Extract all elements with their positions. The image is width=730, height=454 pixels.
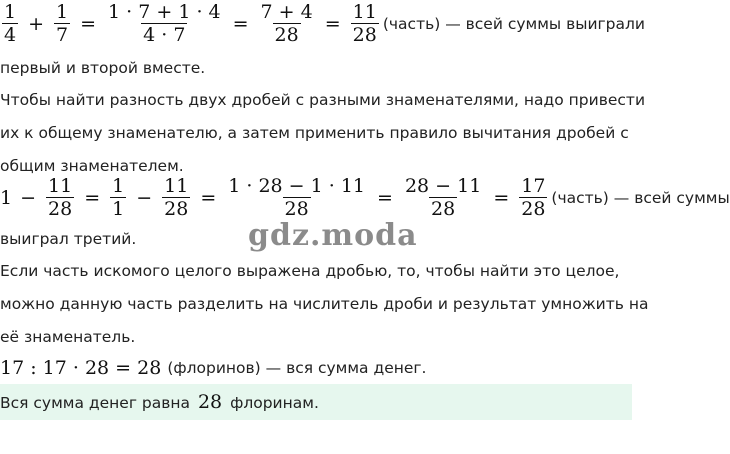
numerator: 1 · 7 + 1 · 4: [108, 1, 221, 23]
paragraph-line: её знаменатель.: [0, 328, 136, 346]
denominator: 28: [431, 198, 456, 220]
numerator: 11: [352, 1, 377, 23]
denominator: 28: [521, 198, 546, 220]
fraction: [259, 2, 315, 45]
denominator: 28: [284, 198, 309, 220]
explanation-text: (часть) — всей суммы: [551, 188, 730, 207]
text-line: первый и второй вместе.: [0, 59, 206, 77]
denominator: 7: [56, 24, 69, 46]
fraction: [519, 176, 547, 219]
denominator: 4 · 7: [143, 24, 186, 46]
numerator: 28 − 11: [404, 175, 482, 197]
operator: +: [28, 12, 45, 35]
text-line: выиграл третий.: [0, 230, 137, 248]
equation-sum: [0, 2, 645, 45]
paragraph-line: общим знаменателем.: [0, 157, 184, 175]
fraction: [351, 2, 379, 45]
operator: =: [84, 186, 101, 209]
operator: =: [200, 186, 217, 209]
numerator: 1: [112, 175, 125, 197]
fraction: [106, 2, 223, 45]
operator: =: [324, 12, 341, 35]
watermark-logo: gdz.moda: [248, 218, 418, 253]
operator: −: [136, 186, 153, 209]
paragraph-line: их к общему знаменателю, а затем применить правило вычитания дробей с: [0, 124, 629, 142]
numerator: 17: [521, 175, 546, 197]
operator: −: [20, 186, 37, 209]
fraction: [54, 2, 70, 45]
equation-difference: [0, 176, 730, 219]
fraction: [162, 176, 190, 219]
denominator: 28: [274, 24, 299, 46]
fraction: [46, 176, 74, 219]
answer-prefix: Вся сумма денег равна: [0, 394, 191, 412]
denominator: 1: [112, 198, 125, 220]
paragraph-line: Если часть искомого целого выражена дробью, то, чтобы найти это целое,: [0, 262, 620, 280]
fraction: [110, 176, 126, 219]
numerator: 1 · 28 − 1 · 11: [228, 175, 366, 197]
answer-value: 28: [197, 391, 223, 413]
numerator: 11: [164, 175, 189, 197]
numerator: 7 + 4: [260, 1, 313, 23]
operator: =: [80, 12, 97, 35]
operator: =: [232, 12, 249, 35]
math-expression: 17 : 17 · 28 = 28: [0, 357, 162, 379]
operator: =: [377, 186, 393, 209]
answer-box: [0, 384, 632, 420]
numerator: 11: [48, 175, 73, 197]
operator: =: [493, 186, 510, 209]
fraction: [2, 2, 18, 45]
denominator: 28: [48, 198, 73, 220]
answer-suffix: флоринам.: [230, 394, 319, 412]
denominator: 28: [352, 24, 377, 46]
explanation-text: (часть) — всей суммы выиграли: [382, 14, 645, 33]
fraction: [403, 176, 483, 219]
fraction: [226, 176, 367, 219]
paragraph-line: можно данную часть разделить на числитель дроби и результат умножить на: [0, 295, 649, 313]
equation-total: [0, 357, 426, 379]
paragraph-line: Чтобы найти разность двух дробей с разными знаменателями, надо привести: [0, 91, 646, 109]
answer-line: [0, 392, 319, 413]
numerator: 1: [56, 1, 69, 23]
denominator: 4: [4, 24, 17, 46]
number: 1: [0, 186, 13, 209]
numerator: 1: [4, 1, 17, 23]
explanation-text: (флоринов) — вся сумма денег.: [167, 359, 427, 377]
denominator: 28: [164, 198, 189, 220]
